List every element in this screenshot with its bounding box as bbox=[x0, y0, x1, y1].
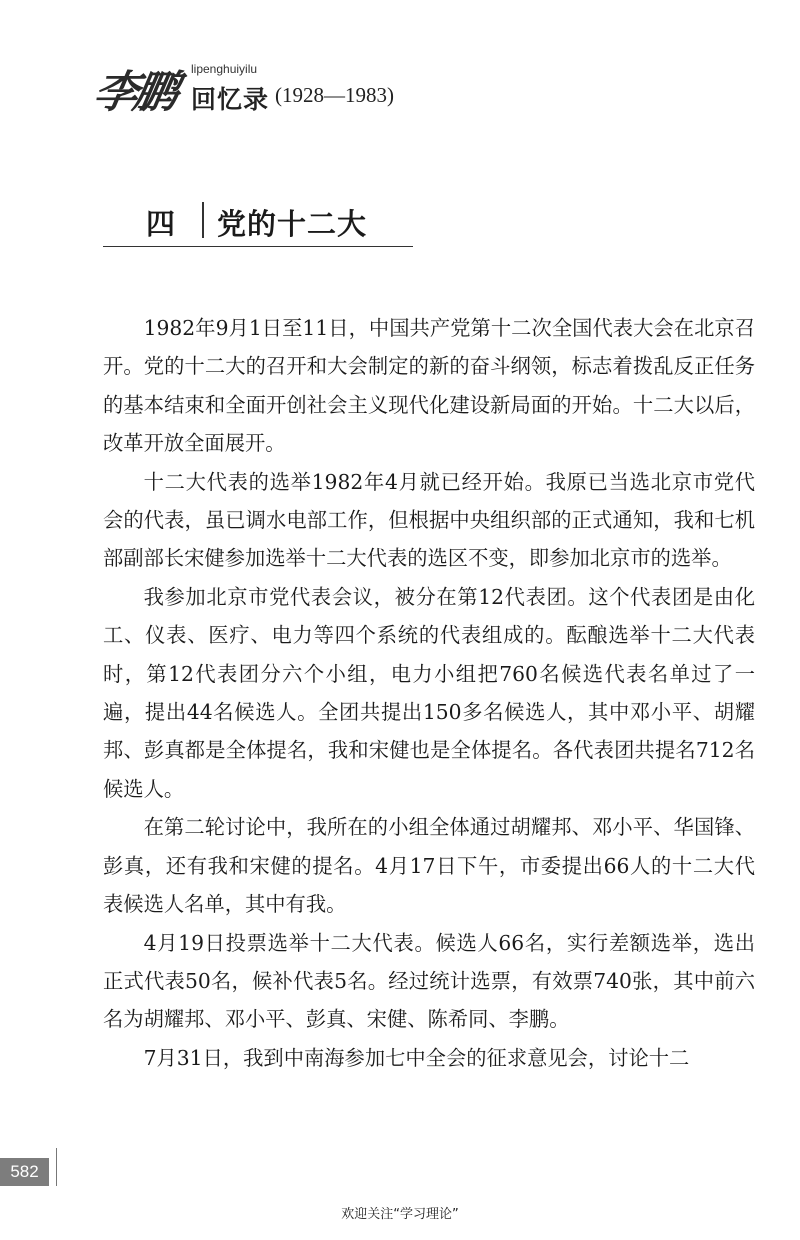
paragraph: 4月19日投票选举十二大代表。候选人66名，实行差额选举，选出正式代表50名，候补代表5名。经过统计选票，有效票740张，其中前六名为胡耀邦、邓小平、彭真、宋健、陈希同、李鹏。 bbox=[103, 930, 755, 1032]
running-header bbox=[89, 52, 515, 122]
chapter-heading bbox=[103, 196, 413, 247]
book-years: (1928—1983) bbox=[275, 83, 394, 107]
paragraph: 我参加北京市党代表会议，被分在第12代表团。这个代表团是由化工、仪表、医疗、电力等四个系统的代表组成的。酝酿选举十二大代表时，第12代表团分六个小组，电力小组把760名候选代表名单过了一遍，提出44名候选人。全团共提出150多名候选人，其中邓小平、胡耀邦、彭真都是全体提名，我和宋健也是全体提名。各代表团共提名712名候选人。 bbox=[103, 584, 755, 801]
chapter-number: 四 bbox=[146, 207, 176, 241]
chapter-title: 党的十二大 bbox=[217, 207, 368, 241]
chapter-divider bbox=[202, 202, 204, 238]
footer-note: 欢迎关注“学习理论” bbox=[341, 1207, 459, 1222]
body-text bbox=[103, 309, 755, 1077]
paragraph: 1982年9月1日至11日，中国共产党第十二次全国代表大会在北京召开。党的十二大的召开和大会制定的新的奋斗纲领，标志着拨乱反正任务的基本结束和全面开创社会主义现代化建设新局面的开始。十二大以后，改革开放全面展开。 bbox=[103, 316, 755, 456]
page-number: 582 bbox=[0, 1158, 49, 1186]
paragraph: 在第二轮讨论中，我所在的小组全体通过胡耀邦、邓小平、华国锋、彭真，还有我和宋健的提名。4月17日下午，市委提出66人的十二大代表候选人名单，其中有我。 bbox=[103, 815, 755, 917]
page-number-rule bbox=[56, 1148, 57, 1186]
book-title: 回忆录 bbox=[191, 85, 270, 114]
paragraph: 7月31日，我到中南海参加七中全会的征求意见会，讨论十二 bbox=[143, 1045, 690, 1070]
author-signature: 李鹏 bbox=[89, 67, 179, 118]
book-title-pinyin: lipenghuiyilu bbox=[191, 62, 258, 76]
paragraph: 十二大代表的选举1982年4月就已经开始。我原已当选北京市党代会的代表，虽已调水电部工作，但根据中央组织部的正式通知，我和七机部副部长宋健参加选举十二大代表的选区不变，即参加北京市的选举。 bbox=[103, 469, 755, 571]
